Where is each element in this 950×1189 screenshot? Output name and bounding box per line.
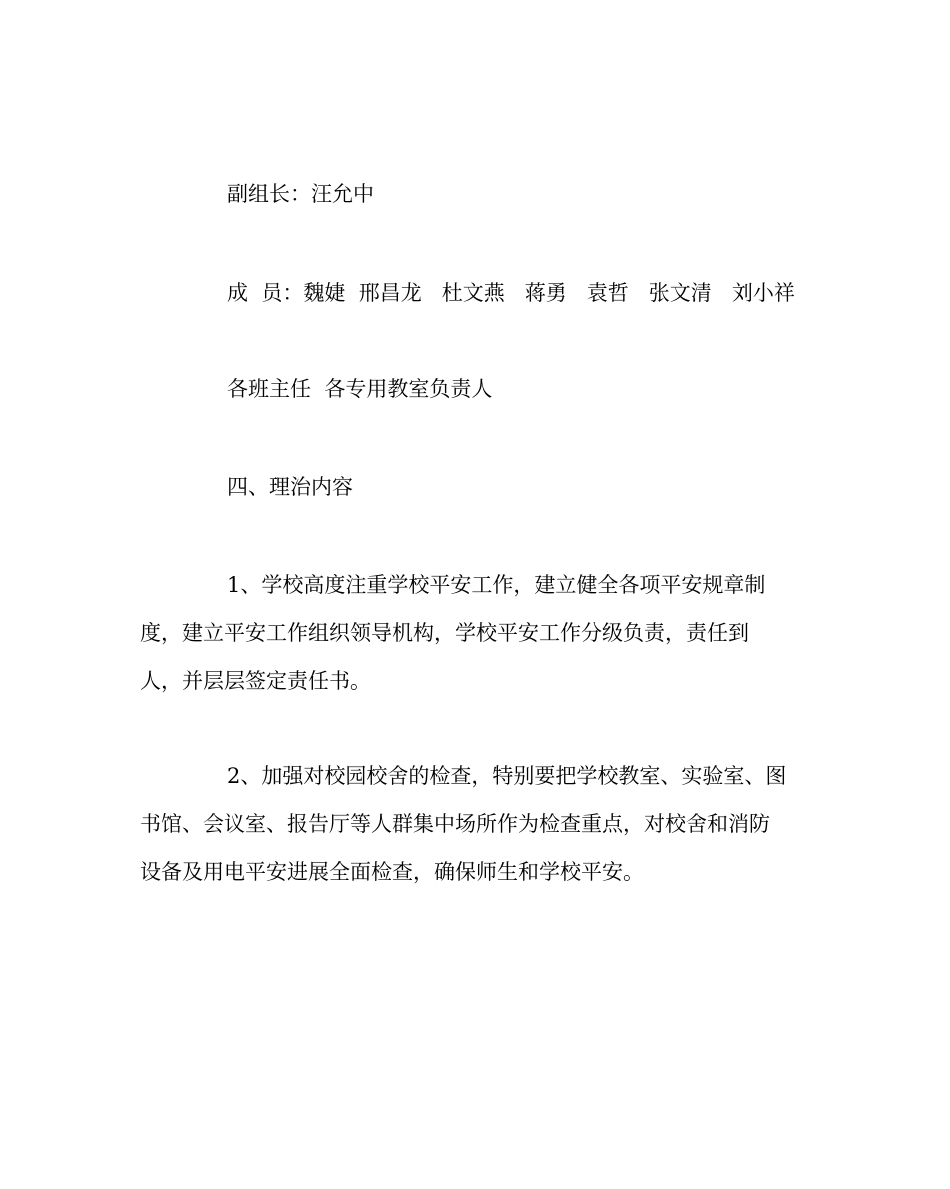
paragraph-2-line-1: 2、加强对校园校舍的检查，特别要把学校教室、实验室、图: [227, 764, 787, 788]
section-heading: 四、理治内容: [227, 475, 353, 499]
paragraph-2-line-3: 设备及用电平安进展全面检查，确保师生和学校平安。: [140, 860, 644, 884]
vice-leader-line: 副组长：汪允中: [227, 182, 374, 206]
paragraph-2-line-2: 书馆、会议室、报告厅等人群集中场所作为检查重点，对校舍和消防: [140, 812, 770, 836]
paragraph-1-line-1: 1、学校高度注重学校平安工作，建立健全各项平安规章制: [227, 573, 766, 597]
members-continued-line: 各班主任 各专用教室负责人: [227, 377, 493, 401]
members-line: 成 员：魏婕 邢昌龙 杜文燕 蒋勇 袁哲 张文清 刘小祥: [227, 281, 795, 305]
paragraph-1-line-2: 度，建立平安工作组织领导机构，学校平安工作分级负责，责任到: [140, 621, 749, 645]
paragraph-1-line-3: 人，并层层签定责任书。: [140, 669, 371, 693]
